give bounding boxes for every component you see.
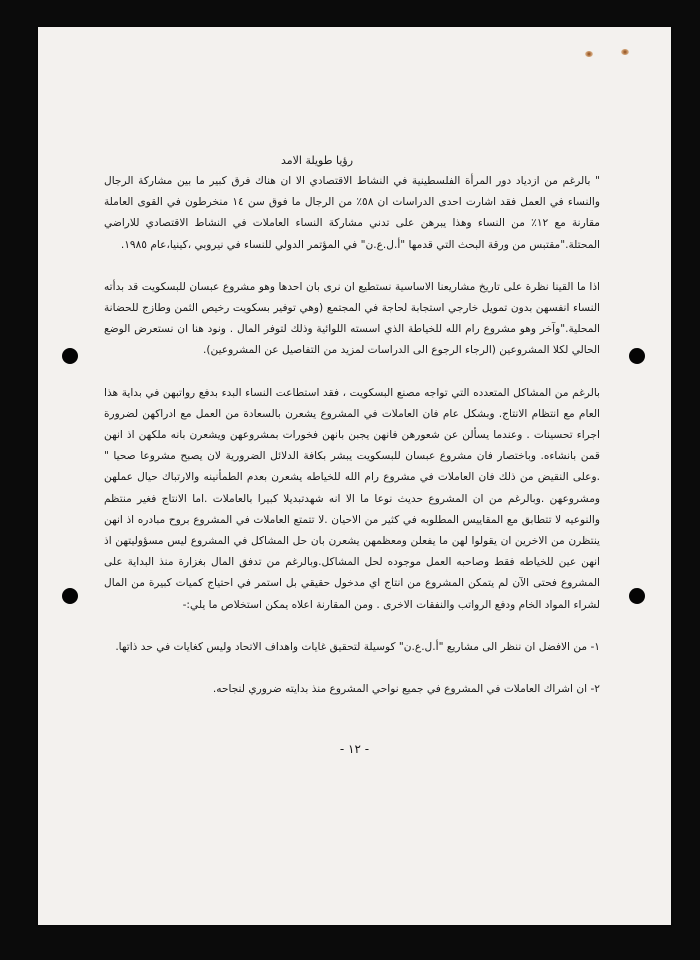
punch-hole: [62, 588, 78, 604]
document-body: [104, 150, 600, 700]
punch-hole: [629, 588, 645, 604]
punch-hole: [62, 348, 78, 364]
paragraph: بالرغم من المشاكل المتعدده التي تواجه مصنع البسكويت ، فقد استطاعت النساء البدء بدفع رواتبهن في بداية هذا العام مع انتظام الانتاج. وبشكل عام فان العاملات في المشروع يشعرن بالسعادة من العمل مع ادراكهن لضرورة اجراء تحسينات . وعندما يسألن عن شعورهن فانهن يجبن بانهن فخورات بمشروعهن ويشعرن بانه ملكهن اذ انهن قمن بانشاءه. وباختصار فان مشروع عبسان للبسكويت يبشر بكافة الدلائل الضرورية لان يصبح مشروعا صحيا " .وعلى النقيض من ذلك فان العاملات في مشروع رام الله للخياطه يشعرن بعدم الطمأنينه والارتباك حيال عملهن ومشروعهن .وبالرغم من ان المشروع حديث نوعا ما الا انه شهدتبديلا كبيرا بالعاملات .اما الانتاج فغير منتظم والنوعيه لا تتطابق مع المقاييس المطلوبه في كثير من الاحيان .لا تتمتع العاملات في المشروع بروح مبادره اذ انهن ينتظرن من الاخرين ان يقولوا لهن ما يفعلن ومعظمهن يشعرن بان حل المشاكل في المشروع ليس مسؤوليتهن اذ انهن عين للخياطه فقط وصاحبه العمل موجوده لحل المشاكل.وبالرغم من تدفق المال بغزارة منذ البداية على المشروع فحتى الآن لم يتمكن المشروع من انتاج اي مدخول حقيقي بل استمر في احتياج كميات كبيرة من المال لشراء المواد الخام ودفع الرواتب والنفقات الاخرى . ومن المقارنة اعلاه يمكن استخلاص ما يلي:-: [104, 386, 600, 611]
paragraph: " بالرغم من ازدياد دور المرأة الفلسطينية في النشاط الاقتصادي الا ان هناك فرق كبير ما بين مشاركة الرجال والنساء في العمل فقد اشارت احدى الدراسات ان ٥٨٪ من الرجال ما فوق سن ١٤ منخرطون في القوى العاملة مقارنة مع ١٢٪ من النساء وهذا يبرهن على تدني مشاركة النساء العاملات في النشاط الاقتصادي للاراضي المحتلة."مقتبس من ورقة البحث التي قدمها "أ.ل.ع.ن" في المؤتمر الدولي للنساء في نيروبي ،كينيا،عام ١٩٨٥.: [104, 175, 600, 251]
paragraph-gap: [104, 256, 600, 277]
list-item: ٢- ان اشراك العاملات في المشروع في جميع نواحي المشروع منذ بدايته ضروري لنجاحه.: [212, 683, 600, 696]
punch-hole: [629, 348, 645, 364]
document-page: [38, 27, 671, 925]
paper-stain: [621, 49, 629, 55]
page-number: - ١٢ -: [339, 742, 370, 756]
paper-stain: [585, 51, 593, 57]
list-item: ١- من الافضل ان ننظر الى مشاريع "أ.ل.ع.ن" كوسيلة لتحقيق غايات واهداف الاتحاد وليس كغايات في حد ذاتها.: [115, 640, 600, 653]
paragraph-gap: [104, 658, 600, 679]
document-title: رؤيا طويلة الامد: [280, 154, 354, 167]
paragraph: اذا ما القينا نظرة على تاريخ مشاريعنا الاساسية نستطيع ان نرى بان احدها وهو مشروع عبسان للبسكويت قد بدأته النساء انفسهن بدون تمويل خارجي استجابة لحاجة في المجتمع (وهي توفير بسكويت رخيص الثمن وطازج للحضانة المحلية."وآخر وهو مشروع رام الله للخياطة الذي اسسته اللوائية وذلك لتوفر المال . ونود هنا ان نستعرض الوضع الحالي لكلا المشروعين (الرجاء الرجوع الى الدراسات لمزيد من التفاصيل عن المشروعين).: [104, 280, 600, 357]
paragraph-gap: [104, 616, 600, 637]
paragraph-gap: [104, 362, 600, 383]
